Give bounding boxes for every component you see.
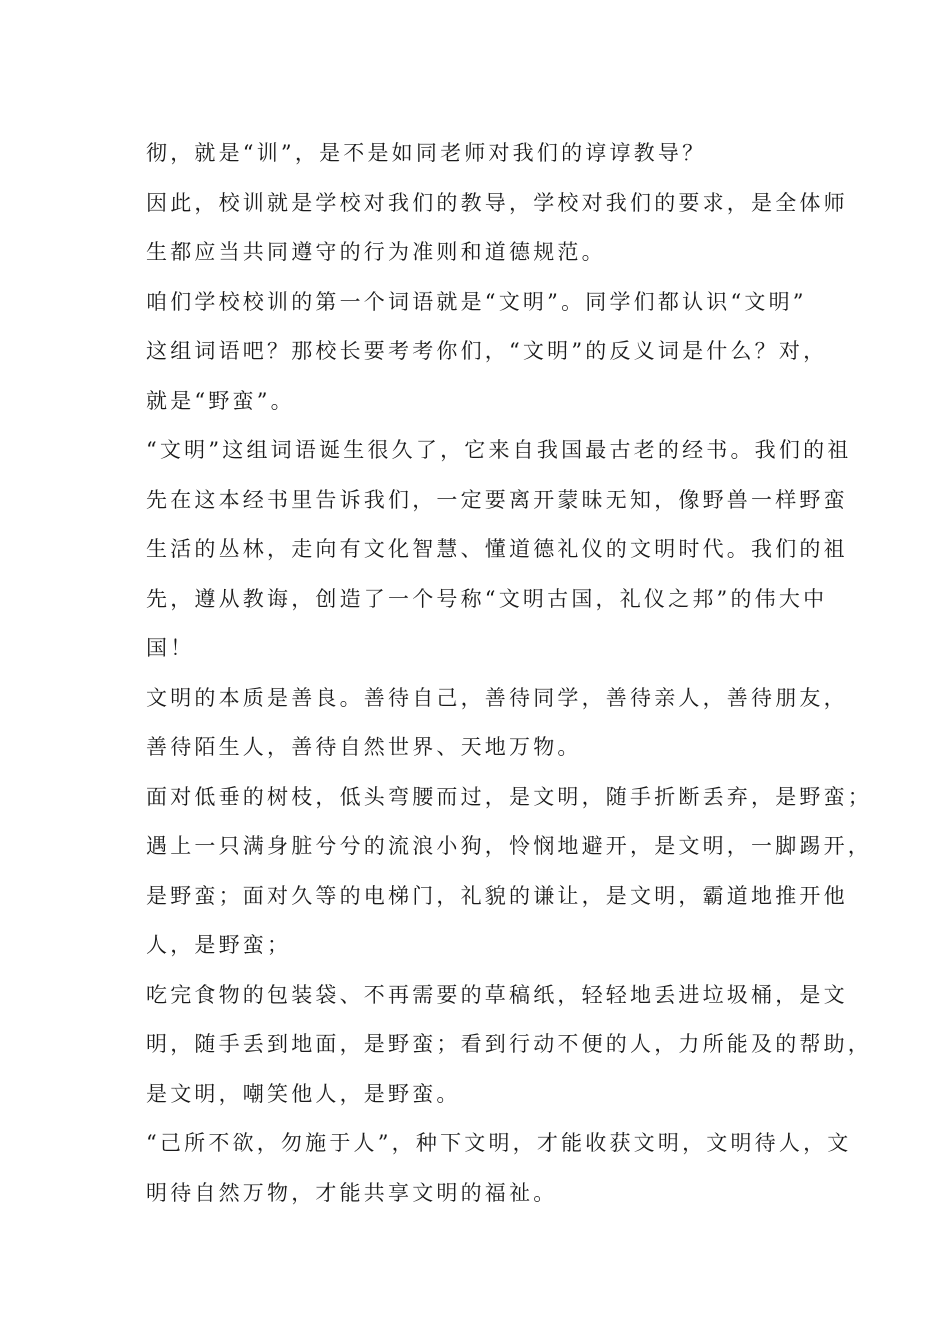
text-line: “己所不欲，勿施于人”，种下文明，才能收获文明，文明待人，文 bbox=[146, 1131, 852, 1155]
text-line: 生都应当共同遵守的行为准则和道德规范。 bbox=[146, 240, 606, 264]
text-line: 善待陌生人，善待自然世界、天地万物。 bbox=[146, 735, 582, 759]
text-line: 就是“野蛮”。 bbox=[146, 388, 295, 413]
text-line: 先，遵从教诲，创造了一个号称“文明古国，礼仪之邦”的伟大中 bbox=[146, 586, 828, 611]
body-text bbox=[146, 129, 872, 1218]
text-line: 明，随手丢到地面，是野蛮；看到行动不便的人，力所能及的帮助， bbox=[146, 1032, 872, 1056]
text-line: 遇上一只满身脏兮兮的流浪小狗，怜悯地避开，是文明，一脚踢开， bbox=[146, 834, 872, 858]
text-line: 因此，校训就是学校对我们的教导，学校对我们的要求，是全体师 bbox=[146, 190, 848, 215]
text-line: 是文明，嘲笑他人，是野蛮。 bbox=[146, 1081, 461, 1106]
text-line: 彻，就是“训”，是不是如同老师对我们的谆谆教导？ bbox=[146, 141, 707, 165]
text-line: 咱们学校校训的第一个词语就是“文明”。同学们都认识“文明” bbox=[146, 289, 807, 314]
text-line: 是野蛮；面对久等的电梯门，礼貌的谦让，是文明，霸道地推开他 bbox=[146, 883, 848, 908]
text-line: 文明的本质是善良。善待自己，善待同学，善待亲人，善待朋友， bbox=[146, 685, 848, 710]
text-line: 人，是野蛮； bbox=[146, 933, 292, 957]
text-line: 吃完食物的包装袋、不再需要的草稿纸，轻轻地丢进垃圾桶，是文 bbox=[146, 982, 848, 1007]
text-line: 明待自然万物，才能共享文明的福祉。 bbox=[146, 1180, 558, 1205]
text-line: “文明”这组词语诞生很久了，它来自我国最古老的经书。我们的祖 bbox=[146, 438, 852, 462]
text-line: 先在这本经书里告诉我们，一定要离开蒙昧无知，像野兽一样野蛮 bbox=[146, 487, 848, 512]
text-line: 国！ bbox=[146, 636, 195, 660]
text-line: 面对低垂的树枝，低头弯腰而过，是文明，随手折断丢弃，是野蛮； bbox=[146, 784, 872, 809]
text-line: 生活的丛林，走向有文化智慧、懂道德礼仪的文明时代。我们的祖 bbox=[146, 537, 848, 561]
text-line: 这组词语吧？那校长要考考你们，“文明”的反义词是什么？对， bbox=[146, 339, 828, 363]
